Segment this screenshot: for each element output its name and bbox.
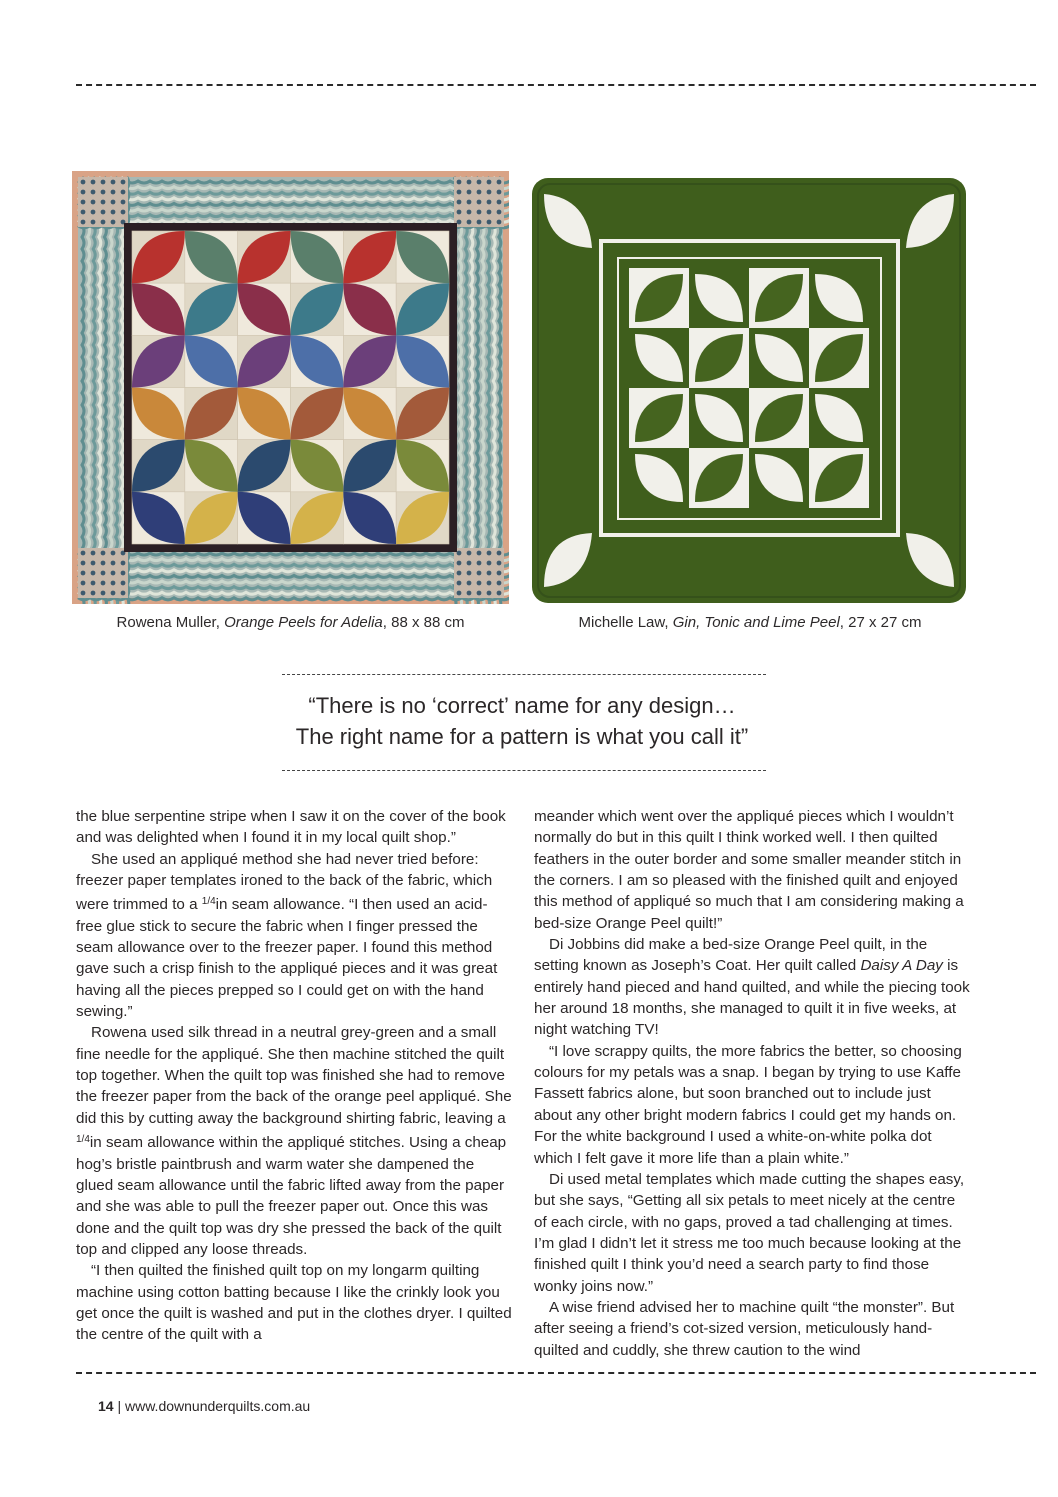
bottom-dashed-rule <box>76 1372 1036 1374</box>
caption-left-title: Orange Peels for Adelia <box>224 614 383 631</box>
paragraph: Rowena used silk thread in a neutral grey-green and a small fine needle for the appliqué. She then machine stitched the quilt top together. When the quilt top was finished she had to remove the freezer paper from the back of the orange peel appliqué. She did this by cutting away the background shirting fabric, leaving a $^{1/4}$in seam allowance within the appliqué stitches. Using a cheap hog’s bristle paintbrush and warm water she dampened the glued seam allowance until the fabric lifted away from the paper and she was able to pull the freezer paper out. Once this was done and the quilt top was dry she pressed the back of the quilt top and clipped any loose threads. <box>76 1024 512 1258</box>
pull-quote-top-rule <box>282 674 766 675</box>
fraction: 1/4 <box>201 896 216 908</box>
paragraph: “I then quilted the finished quilt top on my longarm quilting machine using cotton batting because I like the crinkly look you get once the quilt is washed and put in the clothes dryer. I quilted the centre of the quilt with a <box>76 1262 512 1344</box>
pull-quote-bottom-rule <box>282 770 766 771</box>
paragraph: meander which went over the appliqué pieces which I wouldn’t normally do but in this quilt I think worked well. I then quilted feathers in the outer border and some smaller meander stitch in the corners. I am so pleased with the finished quilt and enjoyed this method of appliqué so much that I am considering making a bed-size Orange Peel quilt!” <box>534 808 964 932</box>
body-column-left <box>76 806 512 1346</box>
paragraph: “I love scrappy quilts, the more fabrics the better, so choosing colours for my petals was a snap. I began by trying to use Kaffe Fassett fabrics alone, but soon branched out to include just about any other bright modern fabrics I could get my hands on. For the white background I used a white-on-white polka dot which I felt gave it more life than a plain white.” <box>534 1042 962 1167</box>
quilt-photo-gin-tonic <box>530 176 968 605</box>
caption-left-maker: Rowena Muller, <box>116 614 225 631</box>
top-dashed-rule <box>76 84 1036 86</box>
quilt-title: Daisy A Day <box>860 957 943 975</box>
page-number: 14 <box>98 1398 114 1414</box>
paragraph: the blue serpentine stripe when I saw it on the cover of the book and was delighted when I found it in my local quilt shop.” <box>76 808 506 847</box>
fraction: 1/4 <box>76 1134 90 1146</box>
caption-left <box>72 614 509 631</box>
quilt-photo-orange-peels <box>72 171 509 604</box>
paragraph: Di used metal templates which made cutting the shapes easy, but she says, “Getting all six petals to meet nicely at the centre of each circle, with no gaps, proved a tad challenging at times. I’m glad I didn’t let it stress me too much because looking at the finished quilt I think you’d need a search party to find those wonky joins now.” <box>534 1170 965 1295</box>
footer-separator: | <box>113 1398 125 1414</box>
caption-right-size: , 27 x 27 cm <box>839 614 922 631</box>
footer-url[interactable]: www.downunderquilts.com.au <box>125 1398 311 1414</box>
page-footer <box>98 1398 310 1414</box>
caption-left-size: , 88 x 88 cm <box>382 614 465 631</box>
caption-right <box>530 614 970 631</box>
paragraph: She used an appliqué method she had never tried before: freezer paper templates ironed to the back of the fabric, which were trimmed to a $^{1/4}$in seam allowance. “I then used an acid-free glue stick to secure the fabric when I finger pressed the seam allowance over to the freezer paper. I found this method gave such a crisp finish to the appliqué pieces and it was great having all the pieces prepped so I could get on with the hand sewing.” <box>76 850 498 1021</box>
paragraph: Di Jobbins did make a bed-size Orange Peel quilt, in the setting known as Joseph’s Coat. Her quilt called Daisy A Day is entirely hand pieced and hand quilted, and while the piecing took her around 18 months, she managed to quilt it in five weeks, at night watching TV! <box>534 936 970 1039</box>
caption-right-maker: Michelle Law, <box>578 614 673 631</box>
pull-quote <box>270 690 774 752</box>
pull-quote-line-2: The right name for a pattern is what you call it” <box>295 724 749 749</box>
body-column-right <box>534 806 970 1361</box>
pull-quote-line-1: “There is no ‘correct’ name for any design… <box>308 693 736 718</box>
caption-right-title: Gin, Tonic and Lime Peel <box>672 614 840 631</box>
paragraph: A wise friend advised her to machine quilt “the monster”. But after seeing a friend’s cot-sized version, meticulously hand-quilted and cuddly, she threw caution to the wind <box>534 1298 955 1359</box>
